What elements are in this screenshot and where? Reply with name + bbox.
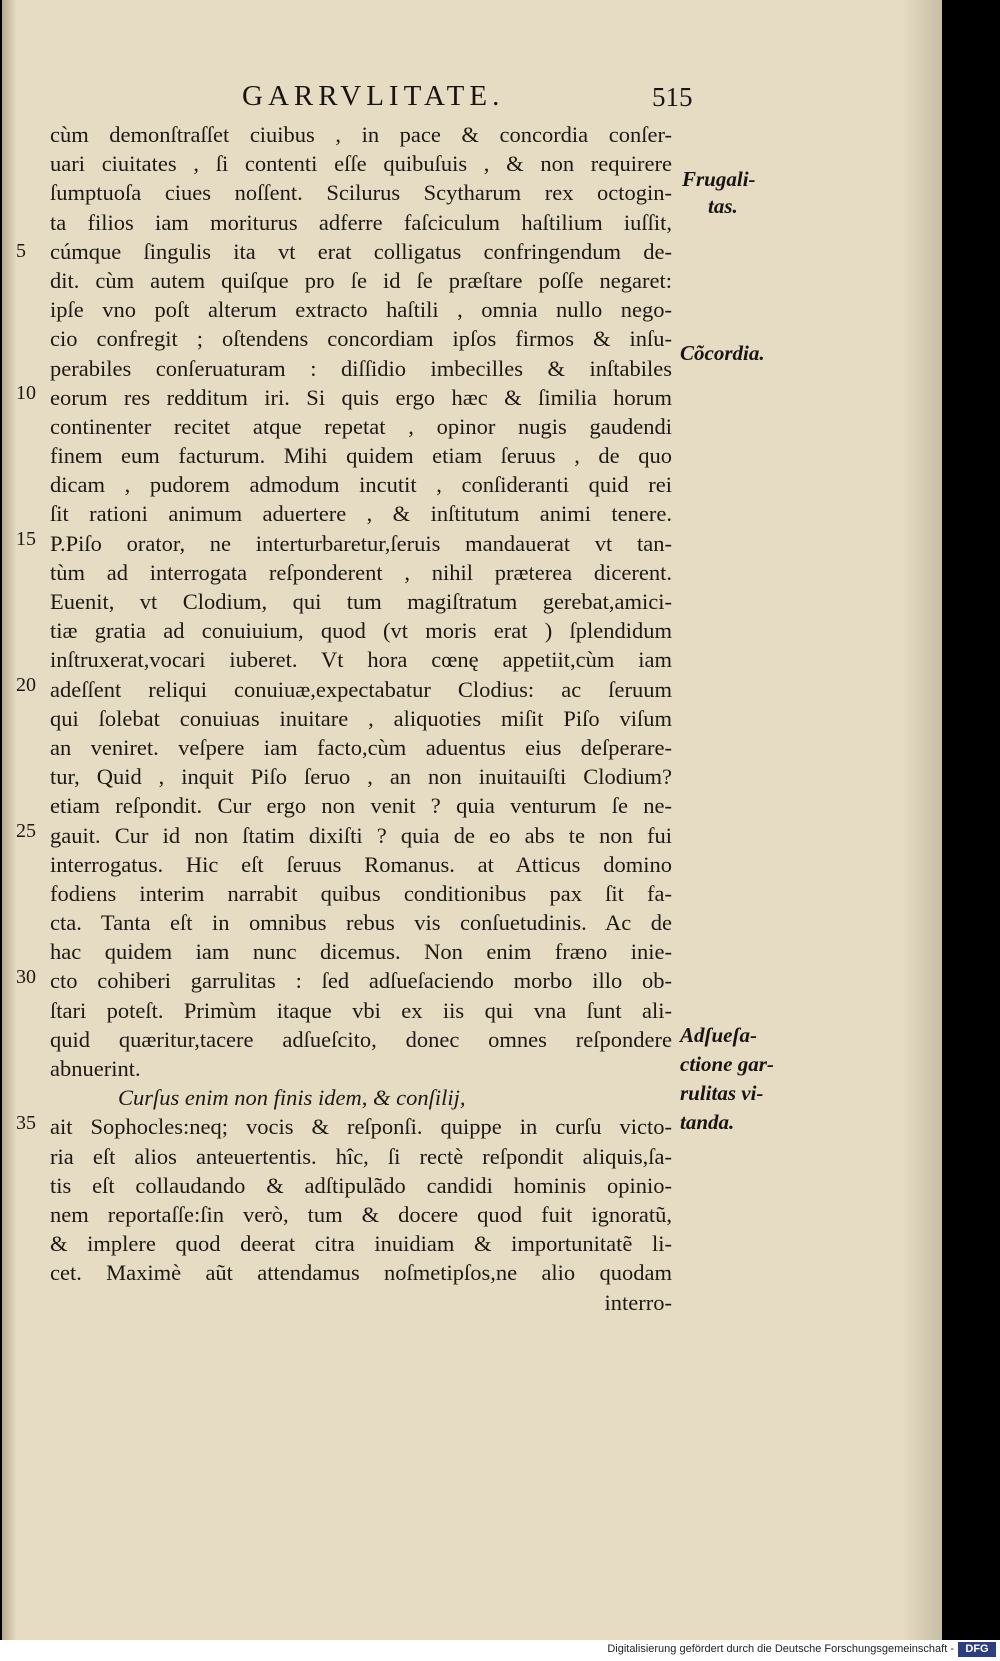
text-line: tur, Quid , inquit Piſo ſeruo , an non inuitauiſti Clodium?	[50, 764, 672, 790]
text-line: cio confregit ; oſtendens concordiam ipſos firmos & inſu-	[50, 326, 672, 352]
text-line: dicam , pudorem admodum incutit , conſideranti quid rei	[50, 472, 672, 498]
line-number: 35	[16, 1112, 36, 1134]
text-line: ait Sophocles:neq; vocis & reſponſi. quippe in curſu victo-	[50, 1114, 672, 1140]
footer-credit: Digitalisierung gefördert durch die Deutsche Forschungsgemeinschaft -	[607, 1643, 954, 1655]
text-line: ſtari poteſt. Primùm itaque vbi ex iis qui vna ſunt ali-	[50, 997, 672, 1023]
text-line: ria eſt alios anteuertentis. hîc, ſi rectè reſpondit aliquis,ſa-	[50, 1143, 672, 1169]
text-line: ſit rationi animum aduertere , & inſtitutum animi tenere.	[50, 501, 672, 527]
text-line: eorum res redditum iri. Si quis ergo hæc & ſimilia horum	[50, 384, 672, 410]
margin-note: Frugali-	[682, 167, 756, 191]
text-line: adeſſent reliqui conuiuæ,expectabatur Clodius: ac ſeruum	[50, 676, 672, 702]
margin-note: ctione gar-	[680, 1052, 774, 1076]
line-number: 30	[16, 966, 36, 988]
text-line: inſtruxerat,vocari iuberet. Vt hora cœnę appetiit,cùm iam	[50, 647, 672, 673]
book-page	[2, 0, 942, 1640]
line-number: 10	[16, 382, 36, 404]
text-line: ta filios iam moriturus adferre faſciculum haſtilium iuſſit,	[50, 209, 672, 235]
line-number: 5	[16, 240, 26, 262]
running-header: GARRVLITATE.	[242, 80, 505, 112]
main-text-block	[50, 120, 672, 1317]
text-line: dit. cùm autem quiſque pro ſe id ſe præſtare poſſe negaret:	[50, 267, 672, 293]
text-line: gauit. Cur id non ſtatim dixiſti ? quia de eo abs te non fui	[50, 822, 672, 848]
text-line: uari ciuitates , ſi contenti eſſe quibuſuis , & non requirere	[50, 151, 672, 177]
text-line: & implere quod deerat citra inuidiam & importunitatẽ li-	[50, 1231, 672, 1257]
text-line: etiam reſpondit. Cur ergo non venit ? quia venturum ſe ne-	[50, 793, 672, 819]
text-line: hac quidem iam nunc dicemus. Non enim fræno inie-	[50, 939, 672, 965]
page-number: 515	[652, 82, 693, 112]
text-line: tiæ gratia ad conuiuium, quod (vt moris erat ) ſplendidum	[50, 618, 672, 644]
text-line: qui ſolebat conuiuas inuitare , aliquoties miſit Piſo viſum	[50, 705, 672, 731]
text-line: finem eum facturum. Mihi quidem etiam ſeruus , de quo	[50, 443, 672, 469]
text-line: ſumptuoſa ciues noſſent. Scilurus Scytharum rex octogin-	[50, 180, 672, 206]
text-line: cta. Tanta eſt in omnibus rebus vis conſuetudinis. Ac de	[50, 910, 672, 936]
text-line: fodiens interim narrabit quibus conditionibus pax ſit fa-	[50, 880, 672, 906]
digitization-footer	[0, 1640, 1000, 1661]
margin-note: tas.	[708, 194, 738, 218]
text-line: cúmque ſingulis ita vt erat colligatus confringendum de-	[50, 238, 672, 264]
text-line: nem reportaſſe:ſin verò, tum & docere quod fuit ignoratũ,	[50, 1201, 672, 1227]
text-line: tùm ad interrogata reſponderent , nihil præterea dicerent.	[50, 559, 672, 585]
text-line: abnuerint.	[50, 1056, 141, 1081]
line-number: 20	[16, 674, 36, 696]
line-number: 15	[16, 528, 36, 550]
text-line: tis eſt collaudando & adſtipulãdo candidi hominis opinio-	[50, 1172, 672, 1198]
text-line: ipſe vno poſt alterum extracto haſtili , omnia nullo nego-	[50, 297, 672, 323]
margin-note: rulitas vi-	[680, 1081, 764, 1105]
text-line: interrogatus. Hic eſt ſeruus Romanus. at Atticus domino	[50, 851, 672, 877]
dfg-logo: DFG	[958, 1642, 996, 1657]
page-edge-shadow	[2, 0, 16, 1640]
margin-note: Cõcordia.	[680, 341, 765, 365]
text-line: an veniret. veſpere iam facto,cùm aduentus eius deſperare-	[50, 734, 672, 760]
text-line: cet. Maximè aũt attendamus noſmetipſos,ne alio quodam	[50, 1260, 672, 1286]
text-line: cto cohiberi garrulitas : ſed adſueſaciendo morbo illo ob-	[50, 968, 672, 994]
margin-note: tanda.	[680, 1110, 735, 1134]
text-line: cùm demonſtraſſet ciuibus , in pace & concordia conſer-	[50, 122, 672, 147]
text-line: continenter recitet atque repetat , opinor nugis gaudendi	[50, 413, 672, 439]
text-line: quid quæritur,tacere adſueſcito, donec omnes reſpondere	[50, 1026, 672, 1052]
verse-quote: Curſus enim non finis idem, & conſilij,	[118, 1085, 466, 1111]
margin-note: Adſueſa-	[680, 1023, 757, 1047]
text-line: Euenit, vt Clodium, qui tum magiſtratum gerebat,amici-	[50, 589, 672, 614]
line-number: 25	[16, 820, 36, 842]
text-line: P.Piſo orator, ne interturbaretur,ſeruis mandauerat vt tan-	[50, 530, 672, 556]
text-line: perabiles conſeruaturam : diſſidio imbecilles & inſtabiles	[50, 355, 672, 381]
catchword: interro-	[604, 1289, 672, 1315]
